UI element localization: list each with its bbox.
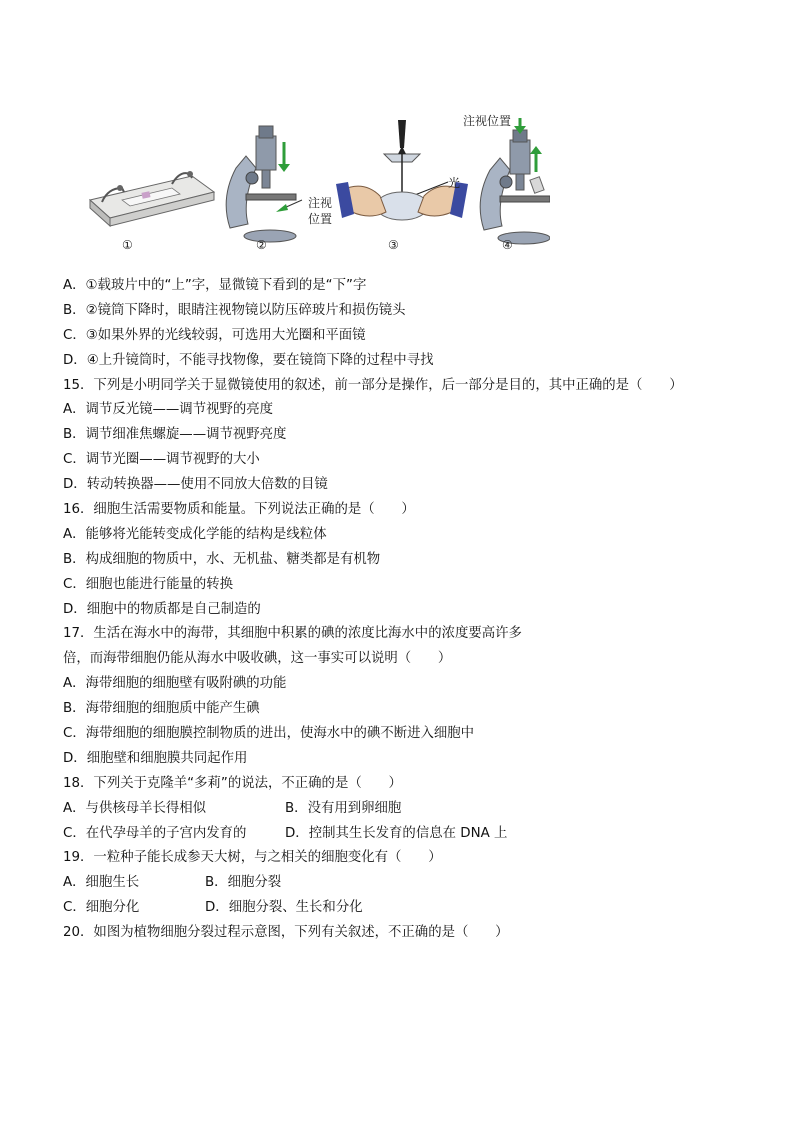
q14-option-a: A．①载玻片中的“上”字，显微镜下看到的是“下”字 <box>63 278 367 293</box>
q18-options-row2 <box>63 822 743 847</box>
panel-label-4: ④ <box>502 238 513 252</box>
q15-option-d: D．转动转换器——使用不同放大倍数的目镜 <box>63 477 328 493</box>
q18-option-a: A．与供核母羊长得相似 <box>63 800 207 816</box>
q15-stem: 15．下列是小明同学关于显微镜使用的叙述，前一部分是操作，后一部分是目的，其中正确的是（ ） <box>63 377 683 393</box>
q19-stem: 19．一粒种子能长成参天大树，与之相关的细胞变化有（ ） <box>63 850 442 866</box>
panel-label-1: ① <box>122 238 133 252</box>
q17-option-c: C．海带细胞的细胞膜控制物质的进出，使海水中的碘不断进入细胞中 <box>63 726 475 742</box>
q18-option-b: B．没有用到卵细胞 <box>285 800 402 816</box>
panel-label-3: ③ <box>388 238 399 252</box>
question-content <box>63 274 743 946</box>
q20-stem: 20．如图为植物细胞分裂过程示意图，下列有关叙述，不正确的是（ ） <box>63 925 509 941</box>
watch-label-line1: 注视 <box>308 196 333 210</box>
q14-option-c: C．③如果外界的光线较弱，可选用大光圈和平面镜 <box>63 327 366 343</box>
q15-option-b: B．调节细准焦螺旋——调节视野亮度 <box>63 427 287 443</box>
q18-stem: 18．下列关于克隆羊“多莉”的说法，不正确的是（ ） <box>63 775 402 791</box>
q19-options-row2 <box>63 896 743 921</box>
q17-option-b: B．海带细胞的细胞质中能产生碘 <box>63 701 260 717</box>
q19-option-c: C．细胞分化 <box>63 900 140 916</box>
q19-option-d: D．细胞分裂、生长和分化 <box>205 900 363 916</box>
q16-option-d: D．细胞中的物质都是自己制造的 <box>63 601 261 617</box>
q18-option-c: C．在代孕母羊的子宫内发育的 <box>63 825 247 841</box>
q16-option-c: C．细胞也能进行能量的转换 <box>63 576 234 592</box>
q16-option-a: A．能够将光能转变成化学能的结构是线粒体 <box>63 526 327 542</box>
q15-option-c: C．调节光圈——调节视野的大小 <box>63 452 260 468</box>
watch-position-label-top: 注视位置 <box>463 114 512 128</box>
q17-stem-line2: 倍，而海带细胞仍能从海水中吸收碘，这一事实可以说明（ ） <box>63 651 452 667</box>
figure-illustration <box>80 108 550 260</box>
q19-option-a: A．细胞生长 <box>63 875 140 891</box>
q17-option-a: A．海带细胞的细胞壁有吸附碘的功能 <box>63 676 287 692</box>
q19-options-row1 <box>63 871 743 896</box>
panel-2-microscope-illustration <box>226 126 302 242</box>
panel-1-stage-illustration <box>90 171 214 226</box>
watch-label-line2: 位置 <box>308 212 333 226</box>
q18-options-row1 <box>63 797 743 822</box>
panel-3-hands-mirror-illustration <box>336 120 468 220</box>
q14-option-b: B．②镜筒下降时，眼睛注视物镜以防压碎玻片和损伤镜头 <box>63 302 406 318</box>
q16-stem: 16．细胞生活需要物质和能量。下列说法正确的是（ ） <box>63 502 415 518</box>
microscope-operations-figure <box>80 108 550 260</box>
light-label: 光 <box>448 176 461 190</box>
q16-option-b: B．构成细胞的物质中，水、无机盐、糖类都是有机物 <box>63 551 381 567</box>
panel-label-2: ② <box>256 238 267 252</box>
q14-option-d: D．④上升镜筒时，不能寻找物像，要在镜筒下降的过程中寻找 <box>63 352 434 368</box>
panel-4-microscope-illustration <box>480 118 550 244</box>
q17-stem-line1: 17．生活在海水中的海带，其细胞中积累的碘的浓度比海水中的浓度要高许多 <box>63 626 522 642</box>
q18-option-d: D．控制其生长发育的信息在 DNA 上 <box>285 825 508 841</box>
q19-option-b: B．细胞分裂 <box>205 875 282 891</box>
q17-option-d: D．细胞壁和细胞膜共同起作用 <box>63 750 248 766</box>
q15-option-a: A．调节反光镜——调节视野的亮度 <box>63 402 274 418</box>
